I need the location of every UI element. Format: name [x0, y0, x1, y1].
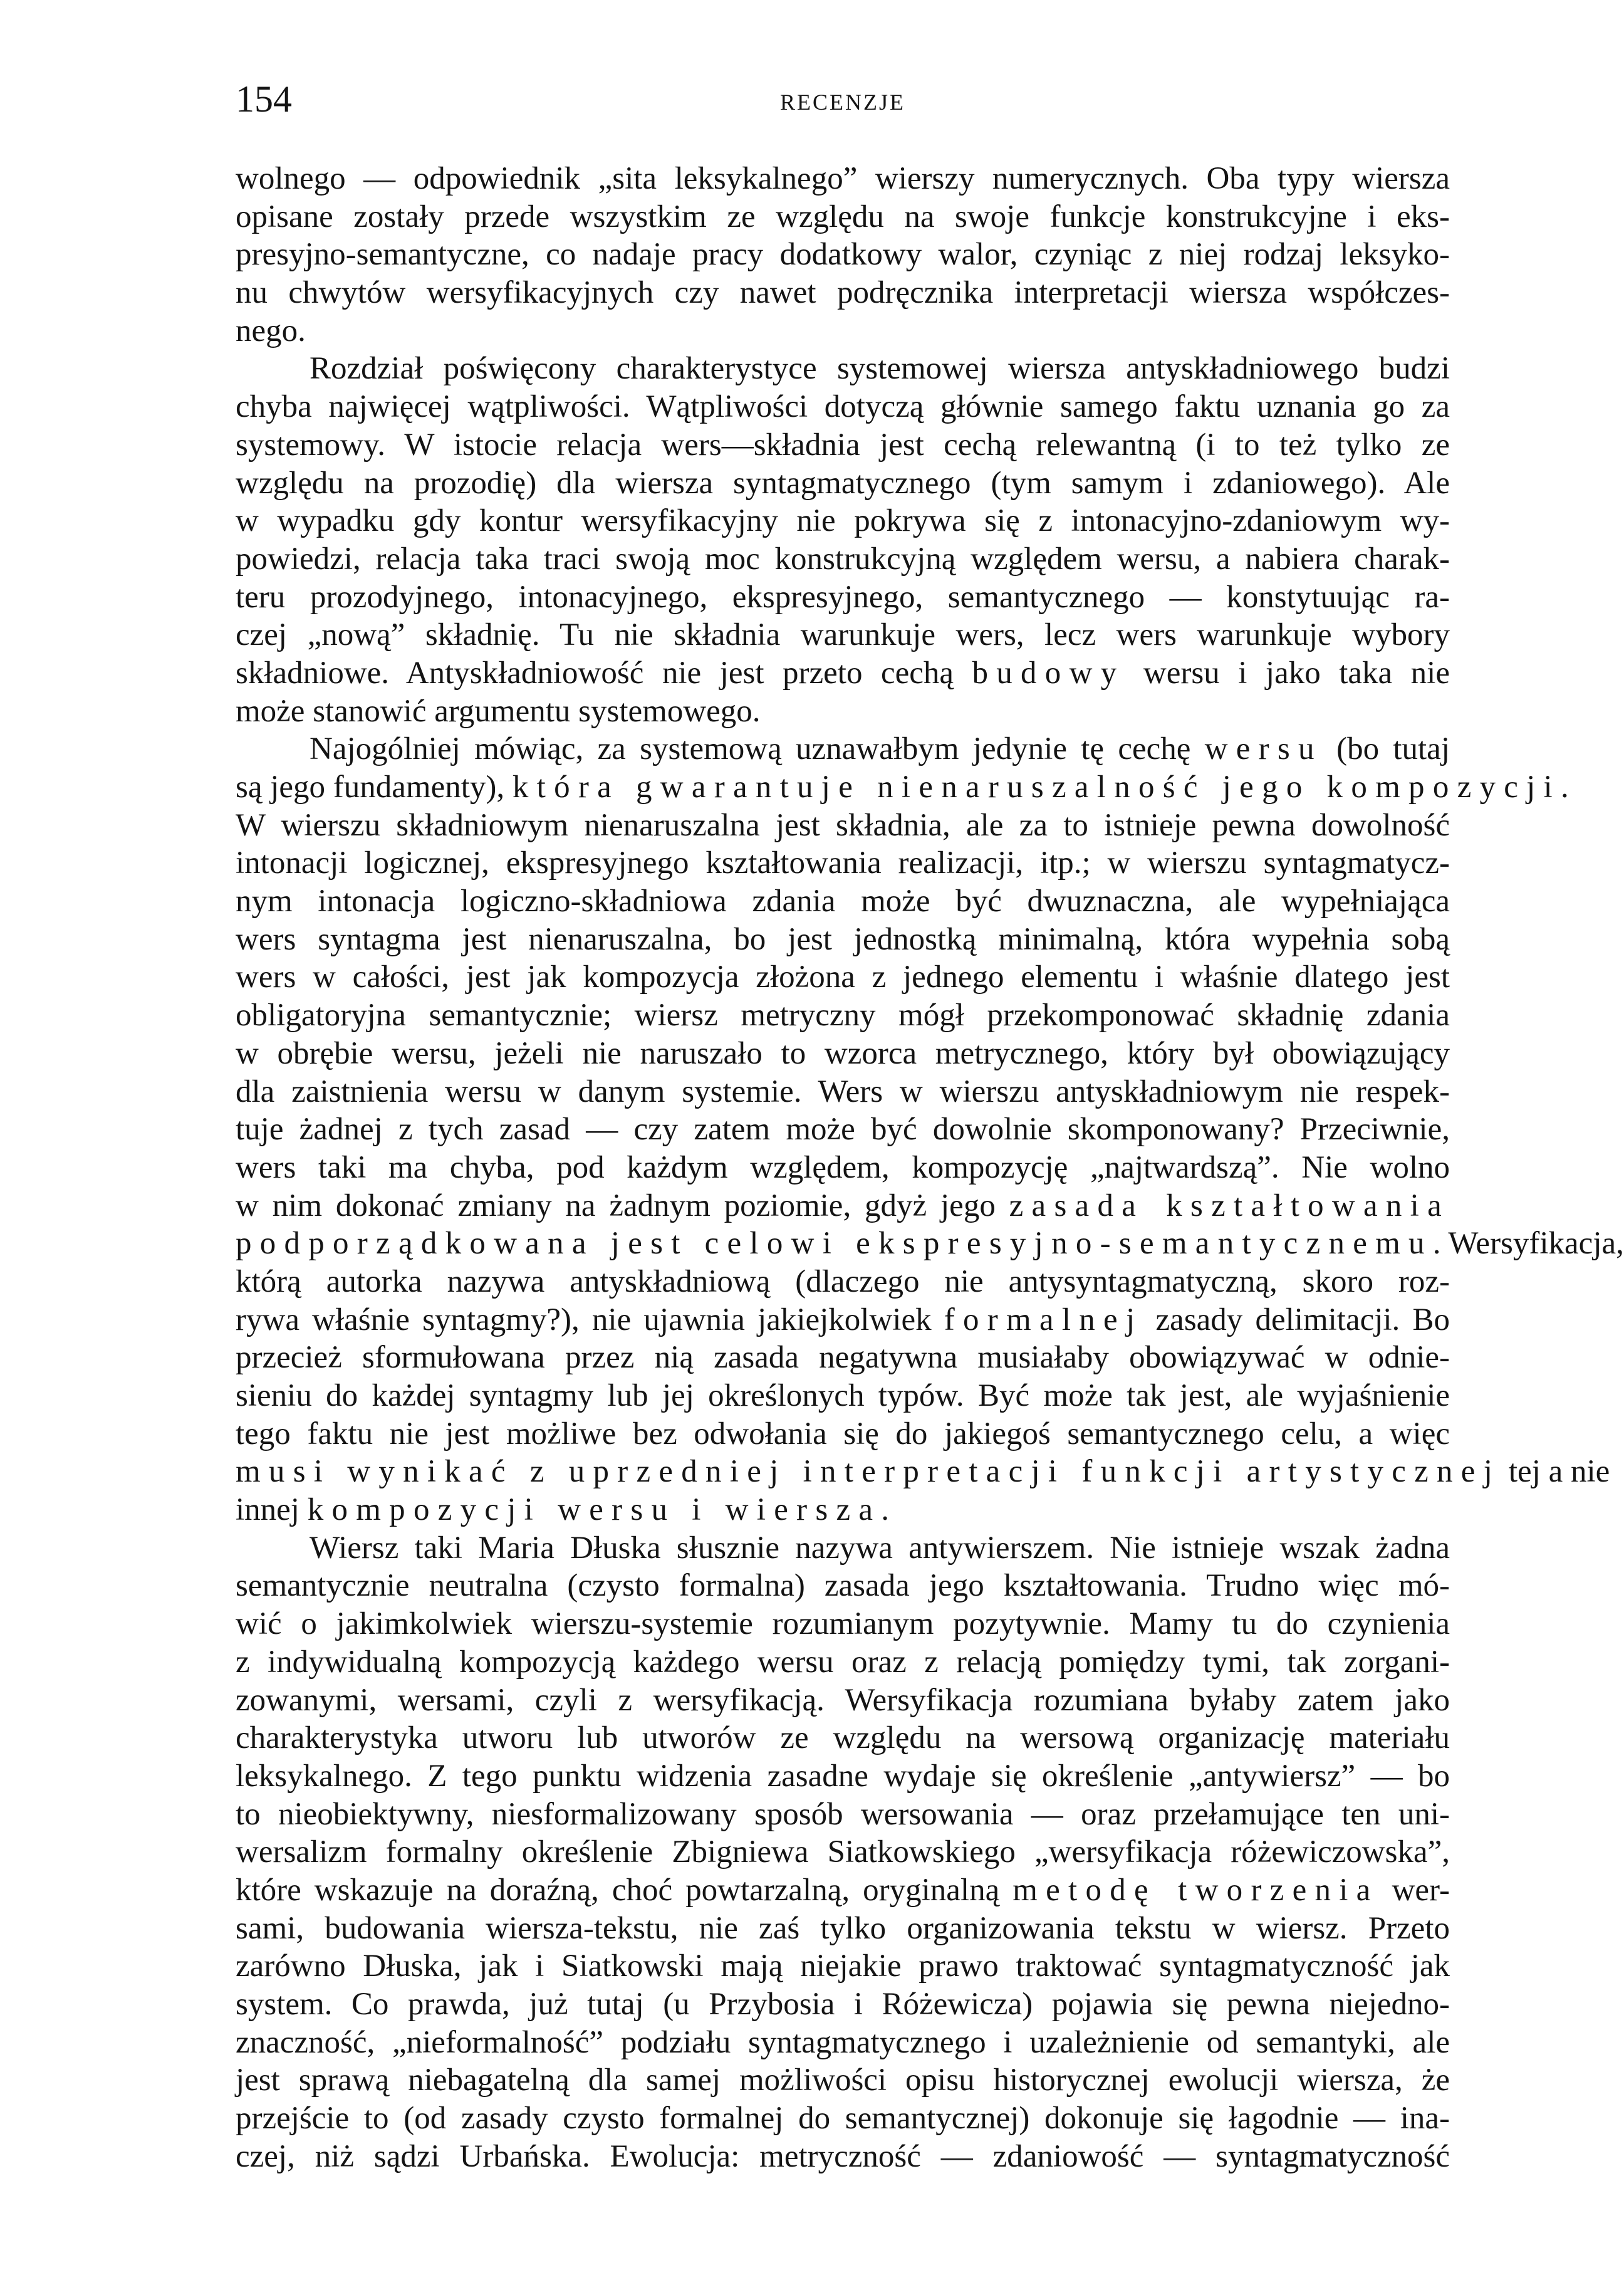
running-head — [236, 74, 1450, 124]
text-segment: czej, niż sądzi Urbańska. Ewolucja: metryczność — zdaniowość — syntagmatyczność — [236, 2138, 1450, 2174]
text-segment: wers w całości, jest jak kompozycja złożona z jednego elementu i właśnie dlatego jest — [236, 960, 1450, 995]
text-segment: wersu i jako taka nie — [1125, 655, 1450, 691]
text-segment: nego. — [236, 313, 306, 348]
text-segment: tego faktu nie jest możliwe bez odwołania się do jakiegoś semantycznego celu, a więc — [236, 1416, 1450, 1451]
text-line — [236, 1910, 1450, 1948]
text-line — [236, 1035, 1450, 1073]
text-segment: tej a nie — [1501, 1454, 1610, 1490]
text-segment: składniowe. Antyskładniowość nie jest przeto cechą — [236, 655, 972, 691]
text-line — [236, 1719, 1450, 1757]
text-segment: leksykalnego. Z tego punktu widzenia zasadne wydaje się określenie „antywiersz” — bo — [236, 1758, 1450, 1794]
body-text — [236, 160, 1624, 2175]
spaced-emphasis-text: metodę tworzenia — [1012, 1872, 1379, 1908]
text-line — [236, 1301, 1450, 1339]
text-segment: które wskazuje na doraźną, choć powtarzalną, oryginalną — [236, 1872, 1013, 1908]
text-line — [236, 958, 1450, 996]
text-segment: może stanowić argumentu systemowego. — [236, 693, 761, 729]
text-line — [236, 1149, 1450, 1187]
text-segment: chyba najwięcej wątpliwości. Wątpliwości dotyczą głównie samego faktu uznania go za — [236, 389, 1450, 425]
text-line — [236, 1453, 1610, 1491]
text-line — [236, 654, 1450, 693]
text-line — [236, 1225, 1624, 1263]
text-line — [236, 1377, 1450, 1415]
text-line — [236, 844, 1450, 882]
text-line — [236, 312, 1450, 350]
text-line — [236, 1985, 1450, 2024]
text-segment: Rozdział poświęcony charakterystyce systemowej wiersza antyskładniowego budzi — [310, 351, 1450, 387]
text-line — [236, 996, 1450, 1035]
text-segment: przejście to (od zasady czysto formalnej do semantycznej) dokonuje się łagodnie — ina- — [236, 2101, 1450, 2137]
spaced-emphasis-text: wersu — [1204, 731, 1323, 767]
text-segment: dla zaistnienia wersu w danym systemie. Wers w wierszu antyskładniowym nie respek- — [236, 1074, 1450, 1109]
text-segment: obligatoryjna semantycznie; wiersz metryczny mógł przekomponować składnię zdania — [236, 998, 1450, 1033]
text-segment: systemowy. W istocie relacja wers—składnia jest cechą relewantną (i to też tylko ze — [236, 427, 1450, 463]
text-line — [236, 2024, 1450, 2062]
spaced-emphasis-text: która gwarantuje nienaruszalność jego kompozycji. — [512, 770, 1577, 805]
text-line — [236, 1529, 1450, 1567]
text-segment: wić o jakimkolwiek wierszu-systemie rozumianym pozytywnie. Mamy tu do czynienia — [236, 1606, 1450, 1642]
text-segment: tuje żadnej z tych zasad — czy zatem może być dowolnie skomponowany? Przeciwnie, — [236, 1112, 1450, 1148]
text-line — [236, 1757, 1450, 1796]
section-title: RECENZJE — [780, 90, 905, 115]
text-line — [236, 502, 1450, 540]
text-line — [236, 2061, 1450, 2100]
text-segment: wers syntagma jest nienaruszalna, bo jest jednostką minimalną, która wypełnia sobą — [236, 921, 1450, 957]
text-segment: . — [881, 1492, 889, 1528]
text-segment: w nim dokonać zmiany na żadnym poziomie, gdyż jego — [236, 1188, 1009, 1223]
text-segment: zarówno Dłuska, jak i Siatkowski mają niejakie prawo traktować syntagmatyczność jak — [236, 1948, 1450, 1984]
text-segment: względu na prozodię) dla wiersza syntagmatycznego (tym samym i zdaniowego). Ale — [236, 465, 1450, 501]
text-segment: charakterystyka utworu lub utworów ze względu na wersową organizację materiału — [236, 1720, 1450, 1756]
text-segment: zasady delimitacji. Bo — [1143, 1302, 1450, 1337]
text-line — [236, 693, 1450, 731]
text-segment: presyjno-semantyczne, co nadaje pracy dodatkowy walor, czyniąc z niej rodzaj leksyko- — [236, 237, 1450, 273]
text-segment: innej — [236, 1492, 308, 1528]
spaced-emphasis-text: podporządkowana jest celowi ekspresyjno-semantycznemu — [236, 1226, 1433, 1262]
text-segment: powiedzi, relacja taka traci swoją moc konstrukcyjną względem wersu, a nabiera charak- — [236, 541, 1450, 577]
spaced-emphasis-text: zasada kształtowania — [1009, 1188, 1450, 1223]
text-line — [236, 1263, 1450, 1301]
text-line — [236, 1491, 1450, 1529]
text-segment: (bo tutaj — [1322, 731, 1450, 767]
text-line — [236, 1415, 1450, 1453]
text-segment: znaczność, „nieformalność” podziału syntagmatycznego i uzależnienie od semantyki, ale — [236, 2024, 1450, 2060]
text-line — [236, 1871, 1450, 1910]
text-line — [236, 1682, 1450, 1720]
text-line — [236, 1605, 1450, 1643]
text-segment: Wiersz taki Maria Dłuska słusznie nazywa antywierszem. Nie istnieje wszak żadna — [310, 1530, 1450, 1566]
text-segment: wers taki ma chyba, pod każdym względem, kompozycję „najtwardszą”. Nie wolno — [236, 1149, 1450, 1185]
text-segment: sieniu do każdej syntagmy lub jej określonych typów. Być może tak jest, ale wyjaśnienie — [236, 1378, 1450, 1413]
text-segment: jest sprawą niebagatelną dla samej możliwości opisu historycznej ewolucji wiersza, że — [236, 2063, 1450, 2098]
text-segment: . Wersyfikacja, — [1432, 1226, 1624, 1262]
text-segment: opisane zostały przede wszystkim ze względu na swoje funkcje konstrukcyjne i eks- — [236, 199, 1450, 234]
text-segment: W wierszu składniowym nienaruszalna jest składnia, ale za to istnieje pewna dowolność — [236, 807, 1450, 843]
text-line — [236, 768, 1577, 807]
text-line — [236, 1111, 1450, 1149]
text-segment: wer- — [1378, 1872, 1450, 1908]
text-segment: teru prozodyjnego, intonacyjnego, ekspresyjnego, semantycznego — konstytuując ra- — [236, 579, 1450, 615]
text-line — [236, 540, 1450, 578]
text-segment: rywa właśnie syntagmy?), nie ujawnia jakiejkolwiek — [236, 1302, 944, 1337]
text-segment: sami, budowania wiersza-tekstu, nie zaś tylko organizowania tekstu w wiersz. Przeto — [236, 1910, 1450, 1946]
text-line — [236, 274, 1450, 312]
spaced-emphasis-text: budowy — [972, 655, 1125, 691]
text-segment: w obrębie wersu, jeżeli nie naruszało to wzorca metrycznego, który był obowiązujący — [236, 1035, 1450, 1071]
text-segment: intonacji logicznej, ekspresyjnego kształtowania realizacji, itp.; w wierszu syntagmatycz- — [236, 845, 1450, 881]
text-line — [236, 1187, 1450, 1225]
text-line — [236, 616, 1450, 654]
text-segment: w wypadku gdy kontur wersyfikacyjny nie pokrywa się z intonacyjno-zdaniowym wy- — [236, 503, 1450, 539]
text-line — [236, 1947, 1450, 1985]
text-line — [236, 1339, 1450, 1377]
text-line — [236, 807, 1450, 845]
text-segment: semantycznie neutralna (czysto formalna) zasada jego kształtowania. Trudno więc mó- — [236, 1568, 1450, 1604]
text-segment: czej „nową” składnię. Tu nie składnia warunkuje wers, lecz wers warunkuje wybory — [236, 617, 1450, 653]
text-line — [236, 198, 1450, 236]
text-segment: z indywidualną kompozycją każdego wersu oraz z relacją pomiędzy tymi, tak zorgani- — [236, 1644, 1450, 1680]
text-line — [236, 350, 1450, 388]
text-segment: którą autorka nazywa antyskładniową (dlaczego nie antysyntagmatyczną, skoro roz- — [236, 1263, 1450, 1299]
text-line — [236, 236, 1450, 274]
spaced-emphasis-text: musi wynikać z uprzedniej interpretacji funkcji artystycznej — [236, 1454, 1501, 1490]
text-line — [236, 882, 1450, 921]
text-segment: wersalizm formalny określenie Zbigniewa Siatkowskiego „wersyfikacja różewiczowska”, — [236, 1834, 1450, 1870]
text-line — [236, 160, 1450, 198]
text-segment: wolnego — odpowiednik „sita leksykalnego” wierszy numerycznych. Oba typy wiersza — [236, 161, 1450, 196]
text-line — [236, 2100, 1450, 2138]
page-number: 154 — [236, 78, 292, 120]
text-line — [236, 730, 1450, 768]
spaced-emphasis-text: kompozycji wersu i wiersza — [307, 1492, 882, 1528]
text-segment: są jego fundamenty), — [236, 770, 513, 805]
spaced-emphasis-text: formalnej — [944, 1302, 1143, 1337]
text-line — [236, 921, 1450, 959]
text-line — [236, 1643, 1450, 1682]
text-line — [236, 1073, 1450, 1111]
text-line — [236, 578, 1450, 617]
text-line — [236, 2138, 1450, 2176]
text-segment: zowanymi, wersami, czyli z wersyfikacją. Wersyfikacja rozumiana byłaby zatem jako — [236, 1682, 1450, 1718]
text-line — [236, 464, 1450, 503]
text-segment: to nieobiektywny, niesformalizowany sposób wersowania — oraz przełamujące ten uni- — [236, 1796, 1450, 1832]
text-line — [236, 1833, 1450, 1871]
text-line — [236, 1567, 1450, 1605]
text-line — [236, 426, 1450, 464]
text-line — [236, 388, 1450, 426]
text-segment: system. Co prawda, już tutaj (u Przybosia i Różewicza) pojawia się pewna niejedno- — [236, 1987, 1450, 2022]
text-segment: nym intonacja logiczno-składniowa zdania może być dwuznaczna, ale wypełniająca — [236, 884, 1450, 919]
text-segment: przecież sformułowana przez nią zasada negatywna musiałaby obowiązywać w odnie- — [236, 1340, 1450, 1376]
text-segment: nu chwytów wersyfikacyjnych czy nawet podręcznika interpretacji wiersza współczes- — [236, 275, 1450, 311]
text-segment: Najogólniej mówiąc, za systemową uznawałbym jedynie tę cechę — [310, 731, 1205, 767]
text-line — [236, 1796, 1450, 1834]
